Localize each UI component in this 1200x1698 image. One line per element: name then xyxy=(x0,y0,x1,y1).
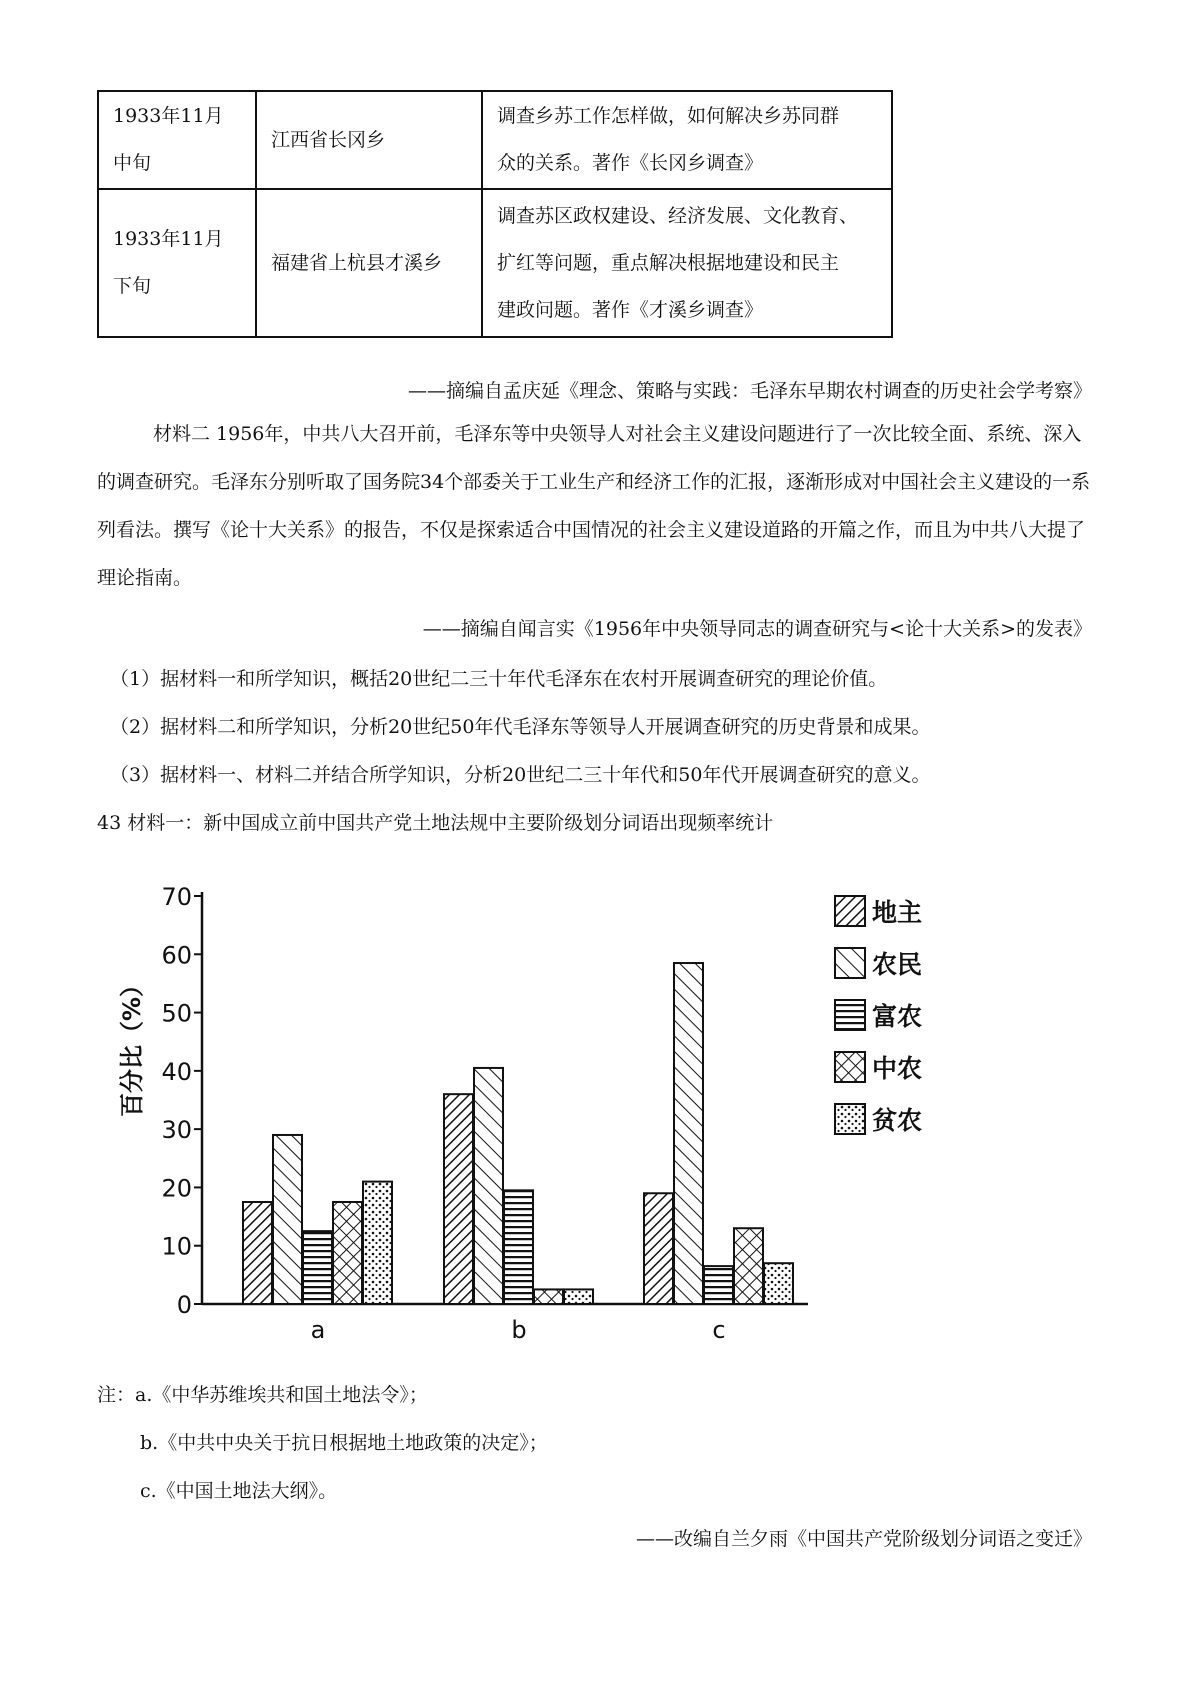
bar-b-3 xyxy=(534,1289,563,1304)
x-tick-label: c xyxy=(712,1316,726,1344)
x-tick-label: a xyxy=(310,1316,326,1344)
bar-b-0 xyxy=(444,1094,473,1304)
content-line: 扩红等问题，重点解决根据地建设和民主 xyxy=(497,251,840,274)
y-tick-label: 70 xyxy=(161,883,192,911)
material-two-paragraph: 材料二 1956年，中共八大召开前，毛泽东等中央领导人对社会主义建设问题进行了一次比较全面、系统、深入的调查研究。毛泽东分别听取了国务院34个部委关于工业生产和经济工作的汇报，逐渐形成对中国社会主义建设的一系列看法。撰写《论十大关系》的报告，不仅是探索适合中国情况的社会主义建设道路的开篇之作，而且为中共八大提了理论指南。 xyxy=(97,423,1091,589)
source-citation-3: ——改编自兰夕雨《中国共产党阶级划分词语之变迁》 xyxy=(635,1528,1092,1550)
content-line: 调查乡苏工作怎样做，如何解决乡苏同群 xyxy=(497,105,840,127)
legend-swatch xyxy=(835,1104,865,1134)
table-row xyxy=(98,91,892,189)
y-tick-label: 10 xyxy=(161,1232,192,1261)
table-cell-date xyxy=(98,91,256,189)
bar-b-2 xyxy=(504,1190,533,1304)
legend-label: 中农 xyxy=(872,1054,923,1083)
note-b: b.《中共中央关于抗日根据地土地政策的决定》； xyxy=(140,1432,548,1454)
bar-a-4 xyxy=(363,1182,392,1304)
bar-c-2 xyxy=(704,1266,733,1304)
bar-c-1 xyxy=(674,963,703,1304)
bars xyxy=(243,963,793,1304)
y-tick-label: 30 xyxy=(161,1116,192,1145)
table-cell-content xyxy=(482,189,892,337)
legend xyxy=(835,896,922,1135)
class-terms-bar-chart xyxy=(0,860,1200,1360)
question-2: （2）据材料二和所学知识，分析20世纪50年代毛泽东等领导人开展调查研究的历史背景和成果。 xyxy=(110,716,931,738)
content-line: 建政问题。著作《才溪乡调查》 xyxy=(497,298,764,321)
legend-label: 农民 xyxy=(872,950,923,979)
legend-label: 富农 xyxy=(872,1002,923,1031)
content-line: 众的关系。著作《长冈乡调查》 xyxy=(497,152,764,174)
legend-swatch xyxy=(835,948,865,978)
bar-a-2 xyxy=(303,1231,332,1304)
question-3: （3）据材料一、材料二并结合所学知识，分析20世纪二三十年代和50年代开展调查研究的意义。 xyxy=(110,764,931,786)
table-cell-date xyxy=(98,189,256,337)
table-cell-place: 江西省长冈乡 xyxy=(256,91,482,189)
bar-a-0 xyxy=(243,1202,272,1304)
x-axis-labels xyxy=(311,1316,726,1344)
y-tick-label: 0 xyxy=(176,1291,192,1319)
note-a: 注：a.《中华苏维埃共和国土地法令》； xyxy=(97,1384,428,1406)
table-cell-content xyxy=(482,91,892,189)
source-citation-1: ——摘编自孟庆延《理念、策略与实践：毛泽东早期农村调查的历史社会学考察》 xyxy=(407,380,1092,402)
question-43-title: 43 材料一：新中国成立前中国共产党土地法规中主要阶级划分词语出现频率统计 xyxy=(97,812,774,834)
date-line: 下旬 xyxy=(113,275,152,297)
bar-c-0 xyxy=(644,1193,673,1304)
y-tick-label: 20 xyxy=(161,1174,192,1203)
table-cell-place: 福建省上杭县才溪乡 xyxy=(256,189,482,337)
bar-b-4 xyxy=(564,1289,593,1304)
date-line: 1933年11月 xyxy=(113,105,224,127)
source-citation-2: ——摘编自闻言实《1956年中央领导同志的调查研究与<论十大关系>的发表》 xyxy=(422,618,1092,640)
legend-swatch xyxy=(835,1000,865,1030)
y-tick-label: 60 xyxy=(161,941,192,970)
bar-c-3 xyxy=(734,1228,763,1304)
legend-swatch xyxy=(835,896,865,926)
content-line: 调查苏区政权建设、经济发展、文化教育、 xyxy=(497,204,859,227)
table-row xyxy=(98,189,892,337)
survey-table xyxy=(97,90,893,338)
note-c: c.《中国土地法大纲》。 xyxy=(140,1480,338,1502)
legend-swatch xyxy=(835,1052,865,1082)
y-tick-label: 40 xyxy=(161,1057,192,1086)
x-tick-label: b xyxy=(511,1316,527,1344)
bar-b-1 xyxy=(474,1068,503,1304)
bar-a-1 xyxy=(273,1135,302,1304)
legend-label: 地主 xyxy=(872,898,923,927)
y-tick-label: 50 xyxy=(161,999,192,1028)
question-1: （1）据材料一和所学知识，概括20世纪二三十年代毛泽东在农村开展调查研究的理论价值。 xyxy=(110,668,888,690)
legend-label: 贫农 xyxy=(872,1106,923,1135)
date-line: 1933年11月 xyxy=(113,228,224,250)
bar-a-3 xyxy=(333,1202,362,1304)
date-line: 中旬 xyxy=(113,152,152,174)
y-axis-label: 百分比（%） xyxy=(118,972,146,1118)
bar-c-4 xyxy=(764,1263,793,1304)
